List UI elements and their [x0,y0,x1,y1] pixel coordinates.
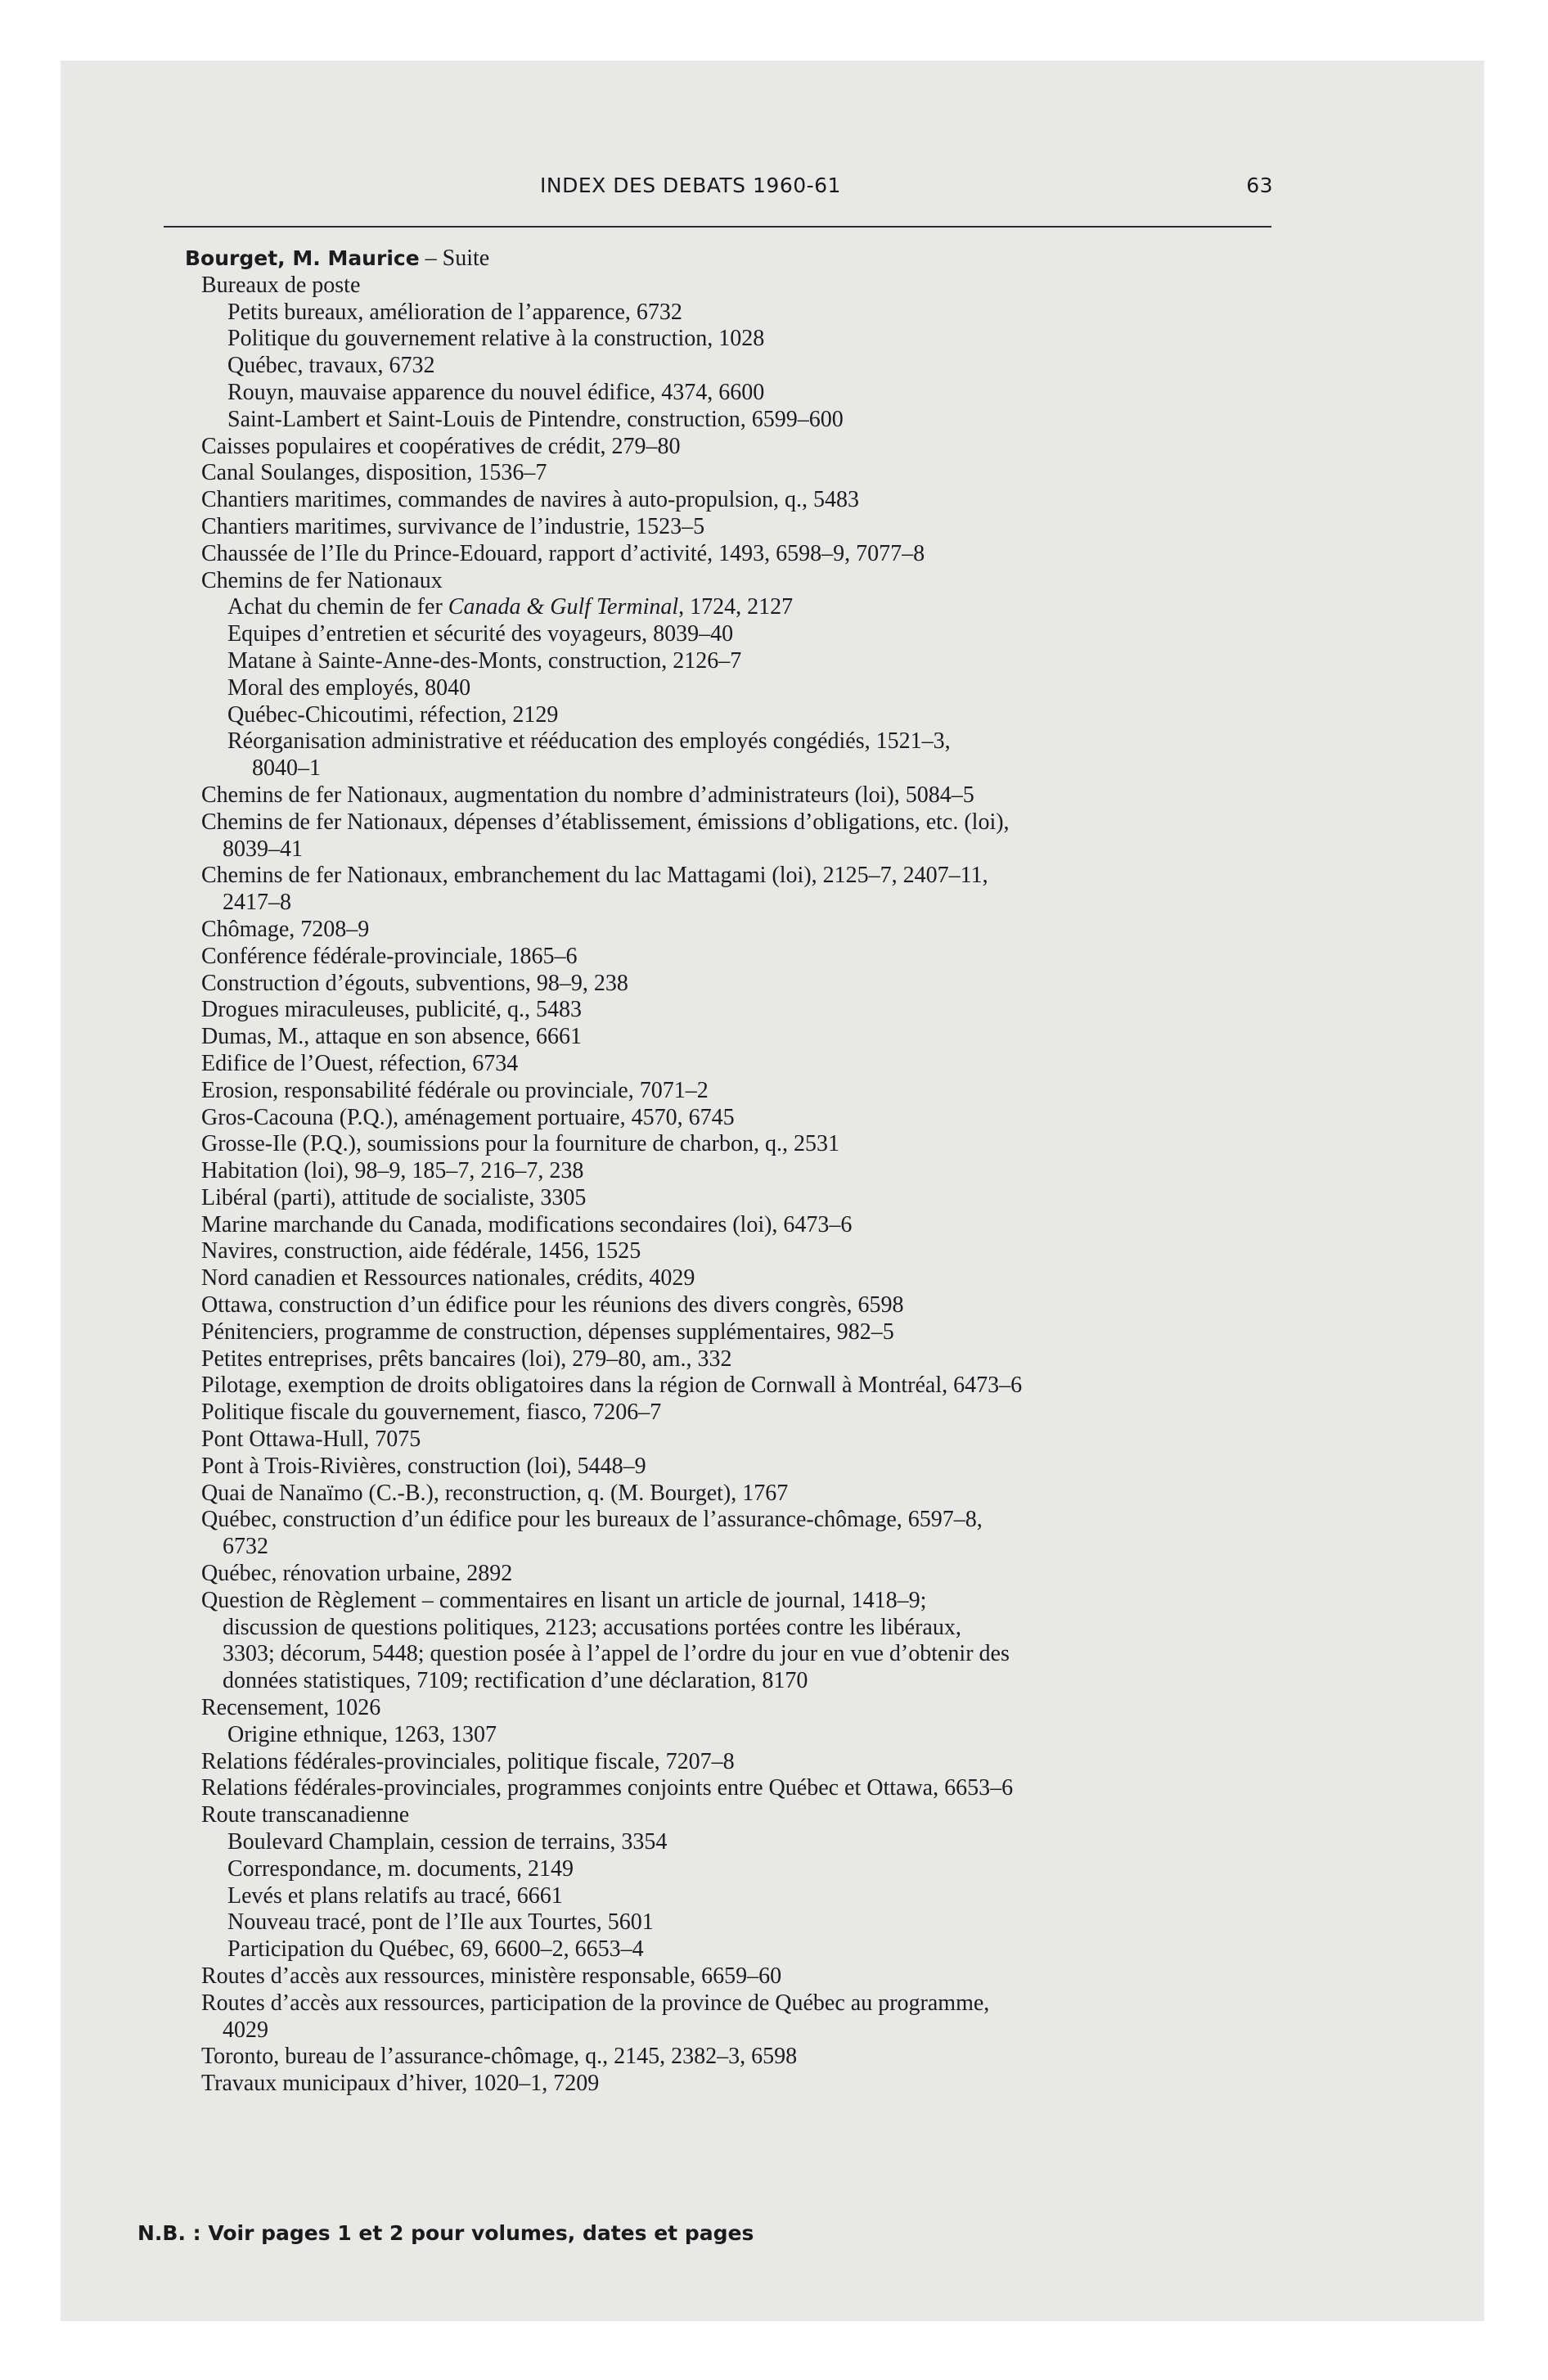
index-entry: Caisses populaires et coopératives de crédit, 279–80 [201,433,681,459]
index-subentry: Québec, travaux, 6732 [227,353,435,379]
index-entry: Nord canadien et Ressources nationales, crédits, 4029 [201,1265,695,1291]
entry-text: , 1724, 2127 [678,594,794,620]
entry-heading-line [185,246,1412,273]
index-entry: Chômage, 7208–9 [201,916,370,942]
index-entry: Toronto, bureau de l’assurance-chômage, q., 2145, 2382–3, 6598 [201,2044,798,2070]
index-subentry: Levés et plans relatifs au tracé, 6661 [227,1882,563,1909]
index-entry: Travaux municipaux d’hiver, 1020–1, 7209 [201,2071,600,2097]
index-subentry: Correspondance, m. documents, 2149 [227,1855,574,1882]
entry-text: Achat du chemin de fer [227,594,448,620]
index-entry: Libéral (parti), attitude de socialiste, 3305 [201,1184,587,1210]
index-subentry: Politique du gouvernement relative à la construction, 1028 [227,326,765,352]
index-entry: Politique fiscale du gouvernement, fiasco, 7206–7 [201,1400,662,1426]
index-subentry: Réorganisation administrative et rééducation des employés congédiés, 1521–3, [227,728,951,755]
index-entry: Quai de Nanaïmo (C.-B.), reconstruction, q. (M. Bourget), 1767 [201,1480,789,1506]
index-entry: Erosion, responsabilité fédérale ou provinciale, 7071–2 [201,1077,709,1103]
index-subentry: Québec-Chicoutimi, réfection, 2129 [227,701,559,728]
index-entry: Chantiers maritimes, survivance de l’industrie, 1523–5 [201,513,705,539]
index-entry: Habitation (loi), 98–9, 185–7, 216–7, 238 [201,1158,584,1184]
index-entry: Relations fédérales-provinciales, programmes conjoints entre Québec et Ottawa, 6653–6 [201,1775,1014,1801]
index-entry: Route transcanadienne [201,1802,410,1828]
index-continuation: 4029 [223,2017,268,2043]
index-subentry: Origine ethnique, 1263, 1307 [227,1721,497,1747]
index-entry: Chemins de fer Nationaux, augmentation du nombre d’administrateurs (loi), 5084–5 [201,782,974,808]
index-subentry: Petits bureaux, amélioration de l’apparence, 6732 [227,299,682,325]
index-page [61,61,1484,2321]
index-entry: Relations fédérales-provinciales, politique fiscale, 7207–8 [201,1748,735,1774]
index-subentry: Rouyn, mauvaise apparence du nouvel édifice, 4374, 6600 [227,379,765,405]
footer-note: N.B. : Voir pages 1 et 2 pour volumes, dates et pages [137,2221,754,2245]
index-entry: Drogues miraculeuses, publicité, q., 5483 [201,997,583,1023]
index-entry: Pont à Trois-Rivières, construction (loi), 5448–9 [201,1453,646,1479]
index-entry: Chemins de fer Nationaux, dépenses d’établissement, émissions d’obligations, etc. (loi), [201,809,1010,835]
index-subentry: Moral des employés, 8040 [227,674,471,701]
index-entry: Bureaux de poste [201,272,361,298]
index-subentry: Boulevard Champlain, cession de terrains, 3354 [227,1829,668,1855]
index-entry: Québec, rénovation urbaine, 2892 [201,1561,513,1587]
index-entry: Pont Ottawa-Hull, 7075 [201,1427,421,1453]
index-subentry: Equipes d’entretien et sécurité des voyageurs, 8039–40 [227,621,734,647]
index-entry: Chemins de fer Nationaux, embranchement du lac Mattagami (loi), 2125–7, 2407–11, [201,863,988,889]
index-entry: Pilotage, exemption de droits obligatoires dans la région de Cornwall à Montréal, 6473–6 [201,1373,1023,1399]
index-entry: Marine marchande du Canada, modifications secondaires (loi), 6473–6 [201,1211,853,1237]
index-continuation: 3303; décorum, 5448; question posée à l’appel de l’ordre du jour en vue d’obtenir des [223,1641,1010,1667]
index-entry: Routes d’accès aux ressources, ministère responsable, 6659–60 [201,1963,782,1989]
index-entry: Question de Règlement – commentaires en lisant un article de journal, 1418–9; [201,1587,927,1613]
index-continuation: discussion de questions politiques, 2123; accusations portées contre les libéraux, [223,1614,961,1640]
index-entry: Conférence fédérale-provinciale, 1865–6 [201,943,578,969]
index-entry: Québec, construction d’un édifice pour les bureaux de l’assurance-chômage, 6597–8, [201,1507,983,1533]
index-entry: Chemins de fer Nationaux [201,567,443,593]
index-continuation: 8039–41 [223,836,303,862]
index-entry: Canal Soulanges, disposition, 1536–7 [201,460,547,486]
index-entry: Grosse-Ile (P.Q.), soumissions pour la fourniture de charbon, q., 2531 [201,1131,839,1157]
index-continuation: données statistiques, 7109; rectification d’une déclaration, 8170 [223,1668,808,1694]
running-header [164,174,1271,228]
index-entry: Construction d’égouts, subventions, 98–9, 238 [201,970,628,996]
index-subentry: Participation du Québec, 69, 6600–2, 6653–4 [227,1936,644,1963]
index-entry: Chaussée de l’Ile du Prince-Edouard, rapport d’activité, 1493, 6598–9, 7077–8 [201,540,925,566]
index-entry: Navires, construction, aide fédérale, 1456, 1525 [201,1238,641,1264]
index-continuation: 2417–8 [223,890,291,916]
index-subentry [185,594,1412,621]
index-entry: Routes d’accès aux ressources, participation de la province de Québec au programme, [201,1990,990,2016]
index-entry: Gros-Cacouna (P.Q.), aménagement portuaire, 4570, 6745 [201,1104,735,1130]
index-continuation: 6732 [223,1534,268,1560]
index-entry: Recensement, 1026 [201,1695,381,1721]
index-subentry: Matane à Sainte-Anne-des-Monts, construction, 2126–7 [227,647,742,674]
index-entry: Chantiers maritimes, commandes de navires à auto-propulsion, q., 5483 [201,487,860,513]
index-body [185,246,1412,2098]
index-subentry: Saint-Lambert et Saint-Louis de Pintendre, construction, 6599–600 [227,406,844,432]
index-entry: Ottawa, construction d’un édifice pour les réunions des divers congrès, 6598 [201,1292,904,1318]
index-subentry: 8040–1 [252,755,321,782]
index-entry: Dumas, M., attaque en son absence, 6661 [201,1024,582,1050]
header-title: INDEX DES DEBATS 1960-61 [540,174,841,197]
page-number: 63 [1246,174,1273,197]
entry-italic-text: Canada & Gulf Terminal [448,594,679,620]
index-entry: Edifice de l’Ouest, réfection, 6734 [201,1050,519,1076]
index-entry: Petites entreprises, prêts bancaires (loi), 279–80, am., 332 [201,1346,732,1372]
entry-heading: Bourget, M. Maurice [185,246,420,270]
index-entry: Pénitenciers, programme de construction, dépenses supplémentaires, 982–5 [201,1318,894,1345]
entry-heading-suffix: – Suite [419,246,490,271]
index-subentry: Nouveau tracé, pont de l’Ile aux Tourtes, 5601 [227,1909,654,1936]
